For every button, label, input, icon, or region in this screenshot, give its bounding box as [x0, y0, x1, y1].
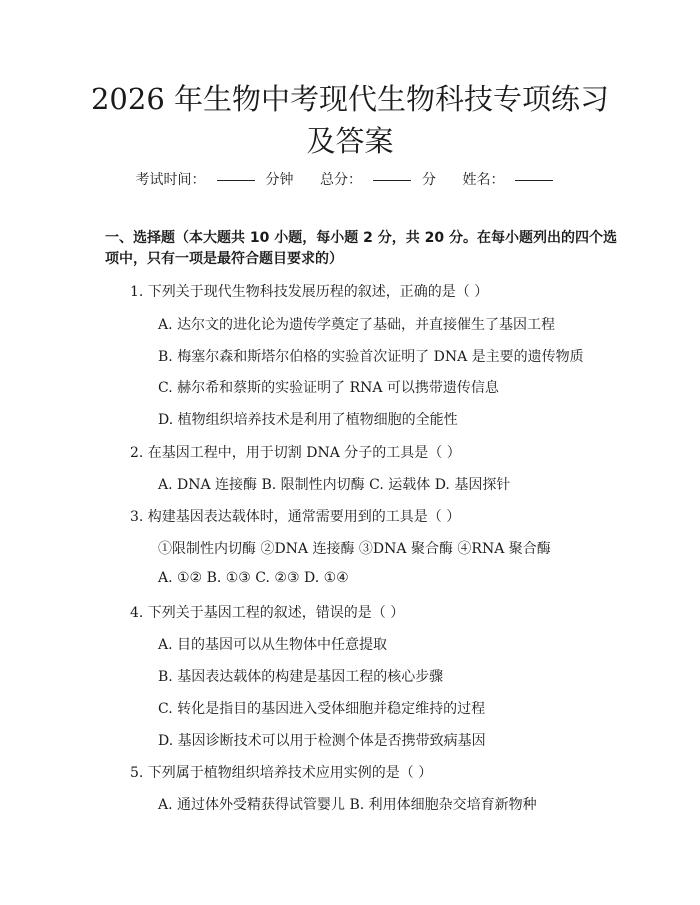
question-1-option-b: B. 梅塞尔森和斯塔尔伯格的实验首次证明了 DNA 是主要的遗传物质	[158, 349, 584, 365]
question-4-option-b: B. 基因表达载体的构建是基因工程的核心步骤	[158, 669, 444, 685]
question-2-stem: 2. 在基因工程中，用于切割 DNA 分子的工具是（ ）	[130, 445, 461, 461]
score-field	[320, 169, 436, 189]
question-5-stem: 5. 下列属于植物组织培养技术应用实例的是（ ）	[130, 765, 433, 781]
section-heading: 一、选择题（本大题共 10 小题，每小题 2 分，共 20 分。在每小题列出的四个选项中，只有一项是最符合题目要求的）	[105, 230, 617, 267]
score-unit: 分	[422, 172, 436, 188]
question-4-option-a: A. 目的基因可以从生物体中任意提取	[158, 637, 388, 653]
question-4-option-d: D. 基因诊断技术可以用于检测个体是否携带致病基因	[158, 733, 486, 749]
time-field	[136, 169, 294, 189]
question-4-stem: 4. 下列关于基因工程的叙述，错误的是（ ）	[130, 605, 405, 621]
page-title: 2026 年生物中考现代生物科技专项练习及答案	[90, 82, 610, 158]
question-1-option-c: C. 赫尔希和蔡斯的实验证明了 RNA 可以携带遗传信息	[158, 380, 499, 396]
question-5-options-ab: A. 通过体外受精获得试管婴儿 B. 利用体细胞杂交培育新物种	[158, 797, 537, 813]
question-2-options: A. DNA 连接酶 B. 限制性内切酶 C. 运载体 D. 基因探针	[158, 477, 511, 493]
question-1-option-d: D. 植物组织培养技术是利用了植物细胞的全能性	[158, 412, 458, 428]
question-3-options: A. ①② B. ①③ C. ②③ D. ①④	[158, 570, 349, 586]
time-label: 考试时间：	[135, 172, 206, 188]
question-1-stem: 1. 下列关于现代生物科技发展历程的叙述，正确的是（ ）	[130, 284, 489, 300]
name-label: 姓名：	[462, 172, 505, 188]
question-3-items: ①限制性内切酶 ②DNA 连接酶 ③DNA 聚合酶 ④RNA 聚合酶	[158, 541, 551, 557]
time-unit: 分钟	[265, 172, 294, 188]
exam-meta	[0, 169, 700, 189]
question-3-stem: 3. 构建基因表达载体时，通常需要用到的工具是（ ）	[130, 509, 461, 525]
score-label: 总分：	[320, 172, 362, 188]
score-blank	[373, 179, 411, 181]
time-blank	[217, 179, 255, 181]
question-1-option-a: A. 达尔文的进化论为遗传学奠定了基础，并直接催生了基因工程	[158, 317, 556, 333]
name-blank	[515, 179, 553, 181]
question-4-option-c: C. 转化是指目的基因进入受体细胞并稳定维持的过程	[158, 701, 486, 717]
name-field	[462, 169, 564, 189]
